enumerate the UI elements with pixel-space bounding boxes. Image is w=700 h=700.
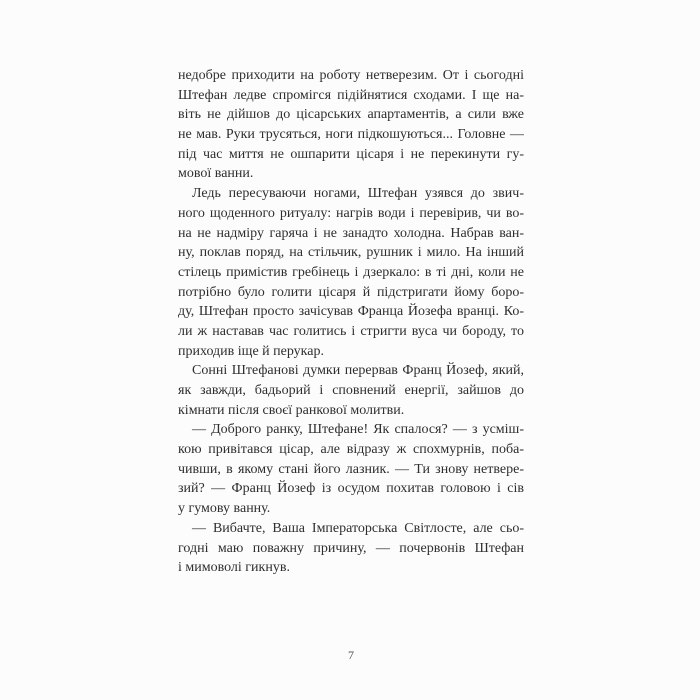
text-line: кою привітався цісар, але відразу ж спохмурнів, поба- (178, 442, 524, 458)
text-line: Штефан ледве спромігся підійнятися сходами. І ще на- (178, 87, 524, 103)
page-text (178, 66, 524, 578)
text-line: не мав. Руки трусяться, ноги підкошуються... Головне — (178, 127, 524, 143)
text-line: Ледь пересуваючи ногами, Штефан узявся до звич- (192, 186, 524, 202)
text-line: Сонні Штефанові думки перервав Франц Йозеф, який, (192, 363, 524, 379)
text-line: ли ж наставав час голитись і стригти вуса чи бороду, то (178, 323, 524, 339)
text-line: — Вибачте, Ваша Імператорська Світлосте, але сьо- (192, 520, 524, 536)
text-line: ну, поклав поряд, на стільчик, рушник і мило. На інший (178, 245, 524, 261)
text-line: на не надміру гаряча і не занадто холодна. Набрав ван- (178, 225, 524, 241)
text-line: недобре приходити на роботу нетверезим. От і сьогодні (178, 68, 524, 83)
text-line: у гумову ванну. (178, 501, 271, 517)
paragraph (178, 519, 524, 578)
text-line: ду, Штефан просто зачісував Франца Йозефа вранці. Ко- (178, 304, 524, 320)
paragraph (178, 361, 524, 420)
text-line: мової ванни. (178, 166, 254, 182)
paragraph (178, 420, 524, 518)
text-line: під час миття не ошпарити цісаря і не перекинути гу- (178, 146, 524, 162)
text-line: чивши, в якому стані його лазник. — Ти знову нетвере- (178, 461, 524, 477)
text-line: кімнати після своєї ранкової молитви. (178, 402, 405, 418)
text-line: — Доброго ранку, Штефане! Як спалося? — з усміш- (192, 422, 524, 438)
text-line: приходив іще й перукар. (178, 343, 324, 359)
text-line: як завжди, бадьорий і сповнений енергії, зайшов до (178, 383, 524, 398)
page-number: 7 (348, 648, 354, 662)
text-line: потрібно було голити цісаря й підстригати йому боро- (178, 284, 524, 300)
text-line: годні маю поважну причину, — почервонів Штефан (178, 540, 524, 556)
paragraph (178, 184, 524, 361)
text-line: ного щоденного ритуалу: нагрів води і перевірив, чи во- (178, 205, 524, 221)
text-line: стілець примістив гребінець і дзеркало: в ті дні, коли не (178, 264, 524, 280)
text-line: віть не дійшов до цісарських апартаментів, а сили вже (178, 107, 524, 123)
text-line: зий? — Франц Йозеф із осудом похитав головою і сів (178, 481, 524, 497)
text-line: і мимоволі гикнув. (178, 560, 290, 576)
paragraph (178, 66, 524, 184)
